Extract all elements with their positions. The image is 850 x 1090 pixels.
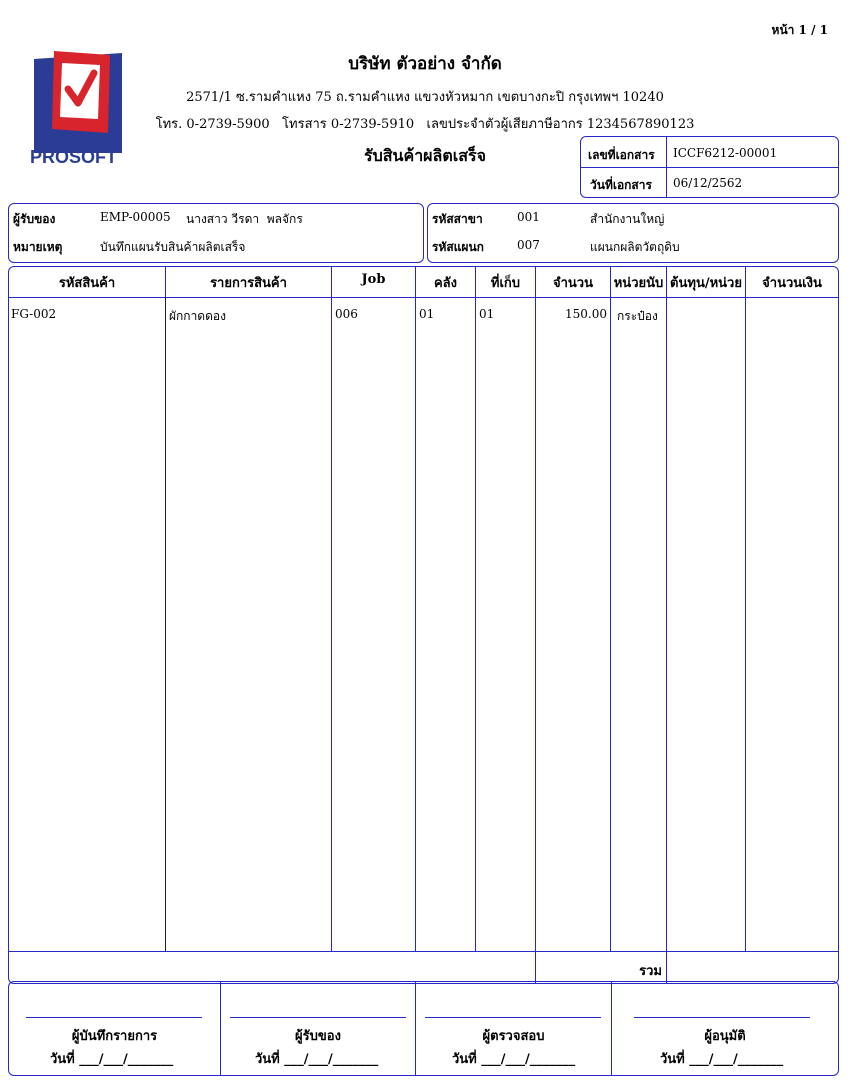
page-number: หน้า 1 / 1 bbox=[771, 23, 828, 37]
cell-item: ผักกาดดอง bbox=[169, 309, 226, 323]
col-header-item: รายการสินค้า bbox=[210, 276, 287, 291]
doc-date-value: 06/12/2562 bbox=[673, 176, 743, 190]
cell-code: FG-002 bbox=[11, 307, 57, 321]
col-header-amount: จำนวนเงิน bbox=[762, 276, 822, 291]
company-address: 2571/1 ซ.รามคำแหง 75 ถ.รามคำแหง แขวงหัวหมาก เขตบางกะปิ กรุงเทพฯ 10240 bbox=[186, 90, 664, 105]
signature-receiver-date: วันที่ ___/___/_______ bbox=[255, 1052, 379, 1067]
cell-qty: 150.00 bbox=[565, 307, 607, 321]
signature-checker-date: วันที่ ___/___/_______ bbox=[452, 1052, 576, 1067]
signature-checker: ผู้ตรวจสอบ bbox=[482, 1029, 545, 1044]
remark-label: หมายเหตุ bbox=[13, 240, 63, 254]
company-contact: โทร. 0-2739-5900 โทรสาร 0-2739-5910 เลขประจำตัวผู้เสียภาษีอากร 1234567890123 bbox=[155, 117, 695, 132]
company-name: บริษัท ตัวอย่าง จำกัด bbox=[348, 54, 502, 74]
logo-text: PROSOFT bbox=[30, 147, 118, 167]
cell-location: 01 bbox=[479, 307, 495, 321]
col-header-qty: จำนวน bbox=[553, 276, 593, 291]
doc-no-value: ICCF6212-00001 bbox=[673, 146, 778, 160]
doc-no-label: เลขที่เอกสาร bbox=[588, 148, 655, 162]
cell-job: 006 bbox=[335, 307, 358, 321]
signature-approver: ผู้อนุมัติ bbox=[704, 1029, 746, 1044]
branch-label: รหัสสาขา bbox=[432, 212, 483, 226]
cell-warehouse: 01 bbox=[419, 307, 435, 321]
col-header-location: ที่เก็บ bbox=[490, 276, 521, 291]
branch-code: 001 bbox=[517, 210, 540, 224]
items-table bbox=[8, 266, 839, 984]
col-header-job: Job bbox=[361, 272, 386, 287]
document-title: รับสินค้าผลิตเสร็จ bbox=[364, 146, 486, 165]
col-header-unit: หน่วยนับ bbox=[613, 276, 664, 291]
col-header-unit-cost: ต้นทุน/หน่วย bbox=[670, 276, 742, 291]
receiver-name: นางสาว วีรดา พลจักร bbox=[186, 212, 303, 226]
signature-recorder-date: วันที่ ___/___/_______ bbox=[50, 1052, 174, 1067]
signature-recorder: ผู้บันทึกรายการ bbox=[71, 1029, 158, 1044]
signature-approver-date: วันที่ ___/___/_______ bbox=[660, 1052, 784, 1067]
doc-date-label: วันที่เอกสาร bbox=[590, 178, 652, 192]
receiver-code: EMP-00005 bbox=[100, 210, 171, 224]
dept-name: แผนกผลิตวัตถุดิบ bbox=[590, 240, 680, 254]
col-header-code: รหัสสินค้า bbox=[58, 276, 116, 291]
dept-code: 007 bbox=[517, 238, 540, 252]
receiver-label: ผู้รับของ bbox=[13, 212, 56, 226]
col-header-warehouse: คลัง bbox=[433, 276, 457, 291]
remark-value: บันทึกแผนรับสินค้าผลิตเสร็จ bbox=[100, 240, 246, 254]
cell-unit: กระป๋อง bbox=[617, 309, 658, 323]
branch-name: สำนักงานใหญ่ bbox=[590, 212, 665, 226]
total-label: รวม bbox=[639, 964, 662, 979]
dept-label: รหัสแผนก bbox=[432, 240, 484, 254]
signature-receiver: ผู้รับของ bbox=[295, 1029, 341, 1044]
